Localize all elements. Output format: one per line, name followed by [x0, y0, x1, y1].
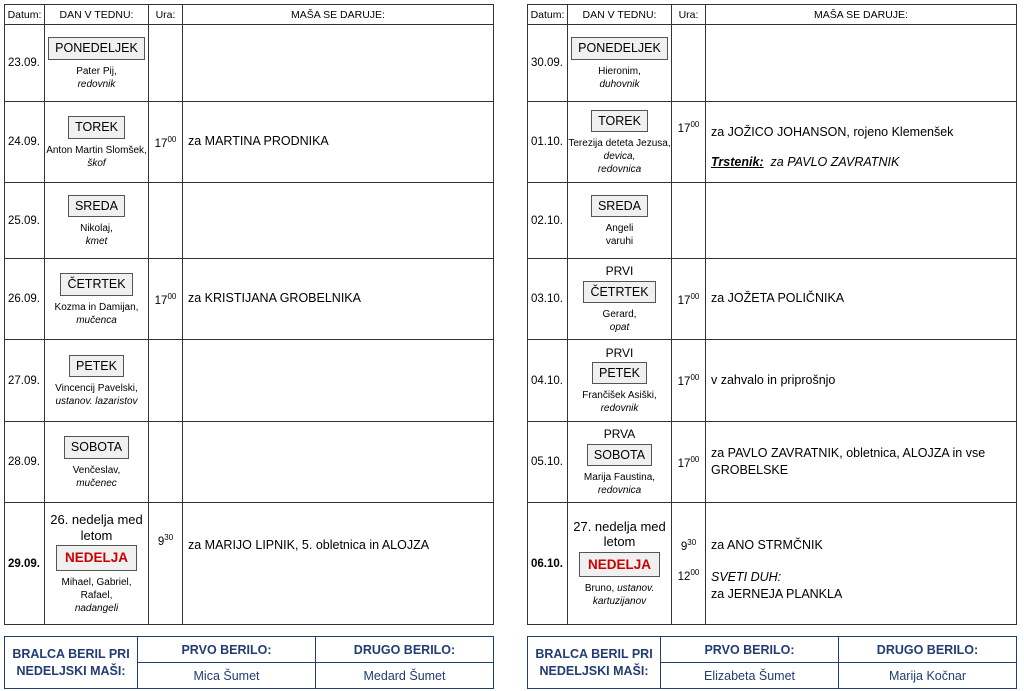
saint-role: devica,	[603, 151, 636, 163]
sunday-title: 27. nedelja med letom	[573, 518, 666, 550]
time-minute: 00	[690, 373, 700, 383]
saint-role: ustanov. lazaristov	[55, 396, 138, 408]
mass-cell	[183, 183, 494, 259]
schedule-right	[527, 4, 1017, 625]
saint-role: mučenec	[76, 477, 117, 489]
day-name: PONEDELJEK	[571, 37, 668, 59]
date-cell: 04.10.	[528, 340, 568, 422]
day-cell	[45, 259, 149, 340]
saint-role: redovnica	[597, 484, 642, 496]
saint-name: Terezija deteta Jezusa,	[568, 138, 671, 150]
saint-name: Gerard,	[602, 308, 637, 320]
saint-role-2: redovnica	[597, 164, 642, 176]
day-name: SREDA	[591, 195, 648, 217]
time-minute: 00	[690, 454, 700, 464]
saint-name: Bruno,	[584, 583, 615, 595]
header-date: Datum:	[528, 5, 568, 25]
date-cell: 25.09.	[5, 183, 45, 259]
time-minute: 30	[164, 533, 174, 542]
day-prefix: PRVI	[605, 264, 634, 279]
day-name: SOBOTA	[64, 436, 129, 458]
mass-intention-2: za JERNEJA PLANKLA	[711, 587, 843, 601]
time-hour: 17	[677, 294, 691, 307]
day-cell	[45, 183, 149, 259]
header-time: Ura:	[672, 5, 706, 25]
readers-box-left	[4, 636, 494, 689]
mass-location: Trstenik:	[711, 154, 764, 169]
time-cell	[672, 183, 706, 259]
time-minute: 30	[687, 538, 697, 548]
row-tuesday	[5, 102, 494, 183]
header-row	[528, 5, 1017, 25]
day-cell	[568, 340, 672, 422]
time-cell	[149, 25, 183, 102]
saint-role: škof	[87, 157, 106, 169]
row-thursday	[528, 259, 1017, 340]
time-cell	[149, 340, 183, 422]
day-name: PETEK	[69, 355, 124, 377]
mass-cell: za PAVLO ZAVRATNIK, obletnica, ALOJZA in vse GROBELSKE	[706, 422, 1017, 503]
day-name: ČETRTEK	[60, 273, 132, 295]
mass-intention: za ANO STRMČNIK	[711, 538, 823, 552]
row-sunday	[5, 503, 494, 625]
date-cell: 06.10.	[528, 503, 568, 625]
saint-name: Frančišek Asiški,	[582, 390, 657, 402]
schedule-table-left	[4, 4, 494, 625]
time-cell	[149, 422, 183, 503]
time-minute: 00	[167, 134, 177, 144]
row-wednesday	[5, 183, 494, 259]
day-name: TOREK	[68, 116, 125, 138]
mass-cell	[183, 25, 494, 102]
time-cell	[672, 259, 706, 340]
day-prefix: PRVI	[605, 345, 634, 360]
mass-cell	[706, 102, 1017, 183]
row-monday	[5, 25, 494, 102]
header-mass: MAŠA SE DARUJE:	[183, 5, 494, 25]
date-cell: 29.09.	[5, 503, 45, 625]
header-time: Ura:	[149, 5, 183, 25]
saint-name: Nikolaj,	[80, 223, 113, 235]
readers-label: BRALCA BERIL PRI NEDELJSKI MAŠI:	[5, 637, 138, 689]
mass-cell: za JOŽETA POLIČNIKA	[706, 259, 1017, 340]
header-day: DAN V TEDNU:	[568, 5, 672, 25]
day-cell	[568, 102, 672, 183]
row-friday	[528, 340, 1017, 422]
day-cell	[568, 183, 672, 259]
saint-role: opat	[609, 321, 630, 333]
second-reading-label: DRUGO BERILO:	[316, 637, 494, 663]
saint-name: Angeli	[605, 223, 634, 235]
day-cell	[45, 25, 149, 102]
mass-location: SVETI DUH:	[711, 569, 782, 584]
header-mass: MAŠA SE DARUJE:	[706, 5, 1017, 25]
date-cell: 05.10.	[528, 422, 568, 503]
saint-name: Hieronim,	[598, 65, 641, 77]
day-cell	[45, 102, 149, 183]
saint-name: Pater Pij,	[76, 65, 117, 77]
date-cell: 27.09.	[5, 340, 45, 422]
day-cell	[568, 422, 672, 503]
time-hour: 9	[157, 535, 165, 548]
readers-table-right	[527, 636, 1017, 689]
mass-cell	[183, 422, 494, 503]
second-reading-label: DRUGO BERILO:	[839, 637, 1017, 663]
mass-cell: za MARIJO LIPNIK, 5. obletnica in ALOJZA	[183, 503, 494, 625]
sunday-title: 26. nedelja med letom	[50, 512, 143, 543]
saint-role: duhovnik	[599, 78, 640, 90]
day-name: NEDELJA	[56, 545, 137, 571]
time-cell	[672, 503, 706, 625]
time-minute: 00	[167, 291, 177, 301]
readers-table-left	[4, 636, 494, 689]
time-cell	[149, 503, 183, 625]
header-day: DAN V TEDNU:	[45, 5, 149, 25]
saint-role: redovnik	[77, 78, 116, 90]
row-tuesday	[528, 102, 1017, 183]
saint-name: Vincencij Pavelski,	[55, 383, 138, 395]
readers-label: BRALCA BERIL PRI NEDELJSKI MAŠI:	[528, 637, 661, 689]
date-cell: 26.09.	[5, 259, 45, 340]
day-cell	[568, 25, 672, 102]
date-cell: 23.09.	[5, 25, 45, 102]
mass-intention-2	[711, 154, 1011, 172]
time-hour: 17	[677, 122, 691, 135]
mass-cell	[183, 340, 494, 422]
day-cell	[45, 340, 149, 422]
row-monday	[528, 25, 1017, 102]
time-cell	[672, 422, 706, 503]
row-friday	[5, 340, 494, 422]
second-reader-name: Marija Kočnar	[839, 663, 1017, 689]
row-saturday	[528, 422, 1017, 503]
saint-name: Marija Faustina,	[583, 471, 656, 483]
first-reading-label: PRVO BERILO:	[661, 637, 839, 663]
row-sunday	[528, 503, 1017, 625]
mass-cell: za KRISTIJANA GROBELNIKA	[183, 259, 494, 340]
schedule-table-right	[527, 4, 1017, 625]
time-cell	[149, 183, 183, 259]
date-cell: 01.10.	[528, 102, 568, 183]
day-cell	[45, 422, 149, 503]
header-row	[5, 5, 494, 25]
day-name: SOBOTA	[587, 444, 652, 466]
day-cell	[45, 503, 149, 625]
second-reader-name: Medard Šumet	[316, 663, 494, 689]
day-prefix: PRVA	[603, 427, 636, 442]
row-saturday	[5, 422, 494, 503]
schedule-left	[4, 4, 494, 625]
saint-name-2: varuhi	[605, 236, 634, 248]
saint-name: Anton Martin Slomšek,	[46, 144, 147, 156]
saint-name: Kozma in Damijan,	[54, 301, 139, 313]
header-date: Datum:	[5, 5, 45, 25]
time-cell	[672, 102, 706, 183]
time-cell	[672, 340, 706, 422]
day-name: NEDELJA	[579, 552, 660, 578]
time-minute: 00	[690, 291, 700, 301]
mass-cell	[706, 503, 1017, 625]
row-wednesday	[528, 183, 1017, 259]
day-name: ČETRTEK	[583, 281, 655, 303]
time-hour: 17	[154, 294, 168, 307]
first-reading-label: PRVO BERILO:	[138, 637, 316, 663]
saint-role: nadangeli	[74, 602, 119, 614]
date-cell: 28.09.	[5, 422, 45, 503]
row-thursday	[5, 259, 494, 340]
date-cell: 30.09.	[528, 25, 568, 102]
date-cell: 03.10.	[528, 259, 568, 340]
saint-role: ustanov. kartuzijanov	[592, 583, 655, 608]
time-hour: 17	[677, 457, 691, 470]
mass-intention-2-text: za PAVLO ZAVRATNIK	[770, 154, 900, 169]
time-cell	[149, 102, 183, 183]
day-name: TOREK	[591, 110, 648, 132]
day-name: PONEDELJEK	[48, 37, 145, 59]
saint-name: Venčeslav,	[72, 464, 121, 476]
first-reader-name: Mica Šumet	[138, 663, 316, 689]
saint-role: mučenca	[76, 314, 117, 326]
first-reader-name: Elizabeta Šumet	[661, 663, 839, 689]
time-hour: 17	[154, 137, 168, 150]
time-hour-2: 12	[677, 570, 691, 583]
time-minute-2: 00	[690, 568, 700, 578]
mass-cell: v zahvalo in priprošnjo	[706, 340, 1017, 422]
time-hour: 17	[677, 375, 691, 388]
mass-cell	[706, 183, 1017, 259]
date-cell: 24.09.	[5, 102, 45, 183]
day-cell	[568, 503, 672, 625]
time-cell	[672, 25, 706, 102]
day-name: PETEK	[592, 362, 647, 384]
saint-role: kmet	[85, 236, 108, 248]
day-cell	[568, 259, 672, 340]
time-hour: 9	[680, 541, 688, 553]
mass-intention: za JOŽICO JOHANSON, rojeno Klemenšek	[711, 125, 954, 139]
day-name: SREDA	[68, 195, 125, 217]
saint-name: Mihael, Gabriel, Rafael,	[61, 576, 132, 601]
date-cell: 02.10.	[528, 183, 568, 259]
saint-role: redovnik	[600, 403, 639, 415]
time-cell	[149, 259, 183, 340]
readers-box-right	[527, 636, 1017, 689]
mass-cell: za MARTINA PRODNIKA	[183, 102, 494, 183]
time-minute: 00	[690, 120, 700, 129]
mass-cell	[706, 25, 1017, 102]
